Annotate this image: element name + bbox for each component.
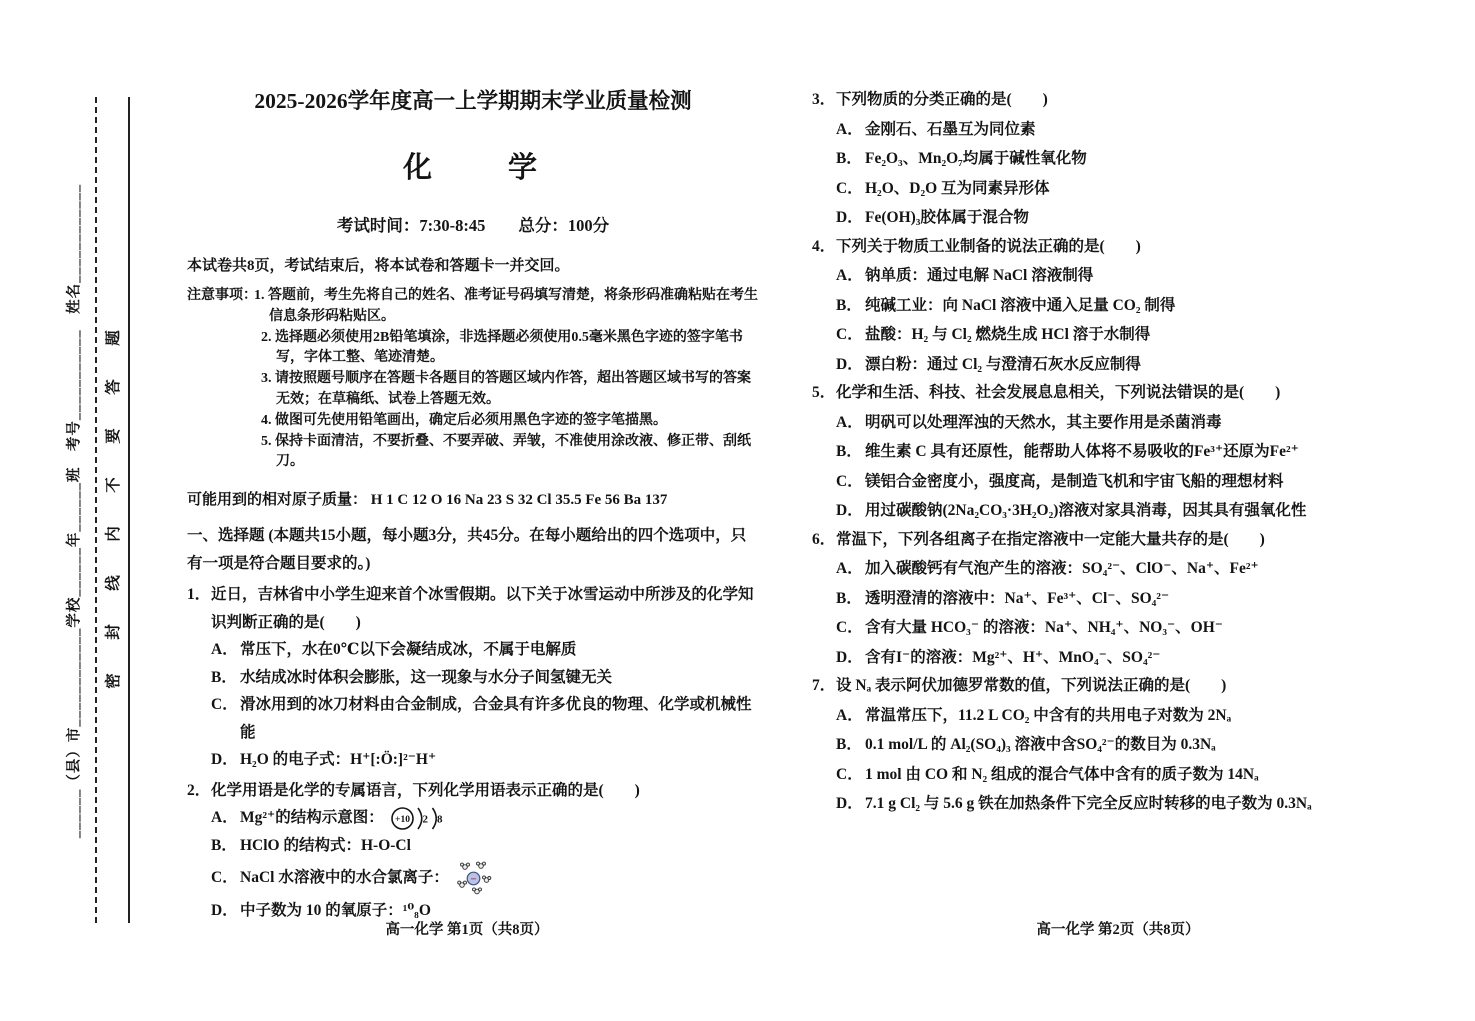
question-stem <box>812 526 1424 554</box>
shell-inner-count: 2 <box>422 813 428 826</box>
question-stem <box>812 672 1424 700</box>
option-text: 水结成冰时体积会膨胀，这一现象与水分子间氢键无关 <box>240 668 613 686</box>
nucleus-charge: +10 <box>394 815 410 826</box>
option-text: 镁铝合金密度小，强度高，是制造飞机和宇宙飞船的理想材料 <box>865 472 1284 490</box>
question-number: 6． <box>812 530 836 548</box>
questions-page-1 <box>187 581 759 924</box>
question-number: 4． <box>812 237 836 255</box>
water-molecule <box>482 876 490 882</box>
option-text: 含有I⁻的溶液：Mg²⁺、H⁺、MnO₄⁻、SO₄²⁻ <box>865 648 1161 666</box>
option-text: 纯碱工业：向 NaCl 溶液中通入足量 CO₂ 制得 <box>865 296 1176 314</box>
option-label: B． <box>211 837 237 855</box>
minus-charge: − <box>470 872 477 885</box>
option-label: B． <box>836 736 862 753</box>
option-text: 维生素 C 具有还原性，能帮助人体将不易吸收的Fe³⁺还原为Fe²⁺ <box>865 443 1299 460</box>
option-text: 含有大量 HCO₃⁻ 的溶液：Na⁺、NH₄⁺、NO₃⁻、OH⁻ <box>865 619 1223 636</box>
exam-time-score: 考试时间：7:30-8:45 总分：100分 <box>336 216 610 235</box>
notice-item-5: 5. 保持卡面清洁，不要折叠、不要弄破、弄皱，不准使用涂改液、修正带、刮纸刀。 <box>261 433 751 470</box>
option-A <box>836 262 1424 290</box>
exam-title: 2025-2026学年度高一上学期期末学业质量检测 <box>254 89 692 113</box>
option-B <box>836 145 1424 173</box>
option-text: Fe(OH)₃胶体属于混合物 <box>865 209 1029 226</box>
shell-outer-count: 8 <box>436 813 443 826</box>
option-C <box>211 860 759 897</box>
option-label: A． <box>211 641 238 659</box>
option-D <box>836 351 1424 379</box>
exam-page-2 <box>812 86 1424 818</box>
section-1-title: 一、选择题 (本题共15小题，每小题3分，共45分。在每小题给出的四个选项中，只有一项是符合题目要求的。) <box>187 527 747 573</box>
option-label: A． <box>836 706 863 724</box>
question-stem <box>812 379 1424 407</box>
option-A <box>836 555 1424 583</box>
option-D <box>211 746 759 774</box>
option-label: B． <box>836 443 862 460</box>
option-text: 中子数为 10 的氧原子：¹⁰₈O <box>240 901 431 919</box>
seal-dashed-line <box>95 97 97 923</box>
hydrated-chloride-ion-diagram <box>455 860 492 897</box>
water-molecule <box>457 881 466 887</box>
option-D <box>836 644 1424 672</box>
notice-label: 注意事项： <box>187 288 257 303</box>
option-text: 钠单质：通过电解 NaCl 溶液制得 <box>865 267 1094 284</box>
option-A <box>836 409 1424 437</box>
question-number: 7． <box>812 677 836 694</box>
option-label: B． <box>836 150 862 167</box>
option-label: A． <box>836 560 863 577</box>
option-text: H₂O、D₂O 互为同素异形体 <box>865 179 1050 197</box>
question-stem <box>812 233 1424 261</box>
option-text: H₂O 的电子式：H⁺[:Ö:]²⁻H⁺ <box>240 751 437 769</box>
notice-item-1: 1. 答题前，考生先将自己的姓名、准考证号码填写清楚，将条形码准确粘贴在考生信息条形码粘贴区。 <box>254 288 758 324</box>
option-A <box>836 116 1424 144</box>
question-number: 1． <box>187 586 211 604</box>
option-D <box>836 204 1424 232</box>
water-molecule <box>476 862 485 868</box>
option-text: 明矾可以处理浑浊的天然水，其主要作用是杀菌消毒 <box>865 413 1222 431</box>
option-B <box>211 832 759 860</box>
option-label: C． <box>836 765 863 783</box>
option-label: C． <box>836 472 863 490</box>
option-C <box>836 614 1424 642</box>
option-label: C． <box>211 696 238 714</box>
atom-structure-diagram <box>390 805 446 832</box>
option-label: C． <box>211 868 238 886</box>
exam-page-1 <box>187 88 759 924</box>
option-A <box>211 804 759 832</box>
option-B <box>836 438 1424 466</box>
question-5 <box>812 379 1424 525</box>
question-7 <box>812 672 1424 818</box>
option-label: B． <box>836 296 862 314</box>
option-text: 常温常压下，11.2 L CO₂ 中含有的共用电子对数为 2Nₐ <box>865 706 1232 724</box>
option-B <box>836 292 1424 320</box>
option-label: C． <box>836 179 863 197</box>
option-label: D． <box>836 648 863 666</box>
question-1 <box>187 581 759 774</box>
electron-shell-arc <box>432 808 436 829</box>
question-2 <box>187 777 759 924</box>
subject-title: 化 学 <box>402 152 543 184</box>
question-6 <box>812 526 1424 672</box>
electron-shell-arc <box>418 808 422 829</box>
question-number: 5． <box>812 384 836 401</box>
option-text: 常压下，水在0℃以下会凝结成冰，不属于电解质 <box>240 641 577 659</box>
notice-item-3: 3. 请按照题号顺序在答题卡各题目的答题区域内作答，超出答题区域书写的答案无效；在草稿纸、试卷上答题无效。 <box>261 371 751 407</box>
question-stem-text: 化学和生活、科技、社会发展息息相关，下列说法错误的是( ) <box>836 384 1281 401</box>
option-label: A． <box>211 809 238 827</box>
option-label: A． <box>836 413 863 431</box>
option-text: 7.1 g Cl₂ 与 5.6 g 铁在加热条件下完全反应时转移的电子数为 0.3Nₐ <box>865 795 1312 812</box>
water-molecule <box>460 863 469 869</box>
option-label: D． <box>211 901 238 919</box>
option-B <box>836 731 1424 759</box>
option-label: A． <box>836 267 863 284</box>
option-text: NaCl 水溶液中的水合氯离子： <box>240 868 449 886</box>
option-label: D． <box>836 355 863 373</box>
notice-item-4: 4. 做图可先使用铅笔画出，确定后必须用黑色字迹的签字笔描黑。 <box>261 412 667 428</box>
option-D <box>836 790 1424 818</box>
option-text: 加入碳酸钙有气泡产生的溶液：SO₄²⁻、ClO⁻、Na⁺、Fe²⁺ <box>865 560 1259 577</box>
option-text: HClO 的结构式：H-O-Cl <box>240 837 411 855</box>
intro-text: 本试卷共8页，考试结束后，将本试卷和答题卡一并交回。 <box>187 258 570 274</box>
option-text: 用过碳酸钠(2Na₂CO₃·3H₂O₂)溶液对家具消毒，因其具有强氧化性 <box>865 502 1307 519</box>
option-C <box>836 175 1424 203</box>
option-label: B． <box>836 589 862 607</box>
option-A <box>836 702 1424 730</box>
option-text: 1 mol 由 CO 和 N₂ 组成的混合气体中含有的质子数为 14Nₐ <box>865 765 1259 783</box>
question-stem-text: 下列物质的分类正确的是( ) <box>836 91 1048 108</box>
option-text: Fe₂O₃、Mn₂O₇均属于碱性氧化物 <box>865 150 1087 167</box>
option-C <box>836 321 1424 349</box>
option-label: C． <box>836 326 863 343</box>
notice-item-2: 2. 选择题必须使用2B铅笔填涂，非选择题必须使用0.5毫米黑色字迹的签字笔书写，字体工整、笔迹清楚。 <box>261 329 743 366</box>
option-label: A． <box>836 120 863 138</box>
option-label: B． <box>211 668 237 686</box>
question-stem-text: 下列关于物质工业制备的说法正确的是( ) <box>836 237 1141 255</box>
option-B <box>836 585 1424 613</box>
option-label: D． <box>836 795 863 812</box>
water-molecule <box>472 888 481 894</box>
option-label: C． <box>836 619 863 636</box>
option-text: 滑冰用到的冰刀材料由合金制成，合金具有许多优良的物理、化学或机械性能 <box>240 696 752 741</box>
question-stem <box>187 777 759 805</box>
student-info-labels: ______（县）市____________学校______年______班 考号___________ 姓名____________ <box>66 183 83 839</box>
option-label: D． <box>836 209 863 226</box>
question-number: 2． <box>187 781 211 799</box>
question-number: 3． <box>812 91 836 108</box>
question-4 <box>812 233 1424 379</box>
option-B <box>211 664 759 692</box>
option-D <box>836 497 1424 525</box>
option-C <box>836 761 1424 789</box>
option-C <box>211 691 759 746</box>
option-C <box>836 468 1424 496</box>
question-stem <box>187 581 759 636</box>
page-1-footer: 高一化学 第1页（共8页） <box>385 922 549 938</box>
question-stem-text: 常温下，下列各组离子在指定溶液中一定能大量共存的是( ) <box>836 530 1265 548</box>
questions-page-2 <box>812 86 1424 818</box>
notice-block <box>187 286 759 473</box>
option-text: 0.1 mol/L 的 Al₂(SO₄)₃ 溶液中含SO₄²⁻的数目为 0.3Nₐ <box>865 736 1216 753</box>
option-label: D． <box>836 502 863 519</box>
question-stem-text: 设 Nₐ 表示阿伏加德罗常数的值，下列说法正确的是( ) <box>836 677 1227 694</box>
atomic-mass-line: 可能用到的相对原子质量： H 1 C 12 O 16 Na 23 S 32 Cl 35.5 Fe 56 Ba 137 <box>187 492 668 509</box>
page-2-footer: 高一化学 第2页（共8页） <box>1036 922 1200 938</box>
question-stem <box>812 86 1424 114</box>
question-stem-text: 化学用语是化学的专属语言，下列化学用语表示正确的是( ) <box>211 781 640 799</box>
option-text: 漂白粉：通过 Cl₂ 与澄清石灰水反应制得 <box>865 355 1141 373</box>
option-label: D． <box>211 751 238 769</box>
seal-solid-line <box>128 97 130 923</box>
option-text: 盐酸：H₂ 与 Cl₂ 燃烧生成 HCl 溶于水制得 <box>865 326 1151 343</box>
seal-line-text: 密 封 线 内 不 要 答 题 <box>105 321 122 689</box>
option-text: 透明澄清的溶液中：Na⁺、Fe³⁺、Cl⁻、SO₄²⁻ <box>865 589 1170 607</box>
question-3 <box>812 86 1424 232</box>
option-text: 金刚石、石墨互为同位素 <box>865 120 1036 138</box>
option-A <box>211 636 759 664</box>
question-stem-text: 近日，吉林省中小学生迎来首个冰雪假期。以下关于冰雪运动中所涉及的化学知识判断正确的是( ) <box>211 586 754 631</box>
option-text: Mg²⁺的结构示意图： <box>240 809 384 827</box>
